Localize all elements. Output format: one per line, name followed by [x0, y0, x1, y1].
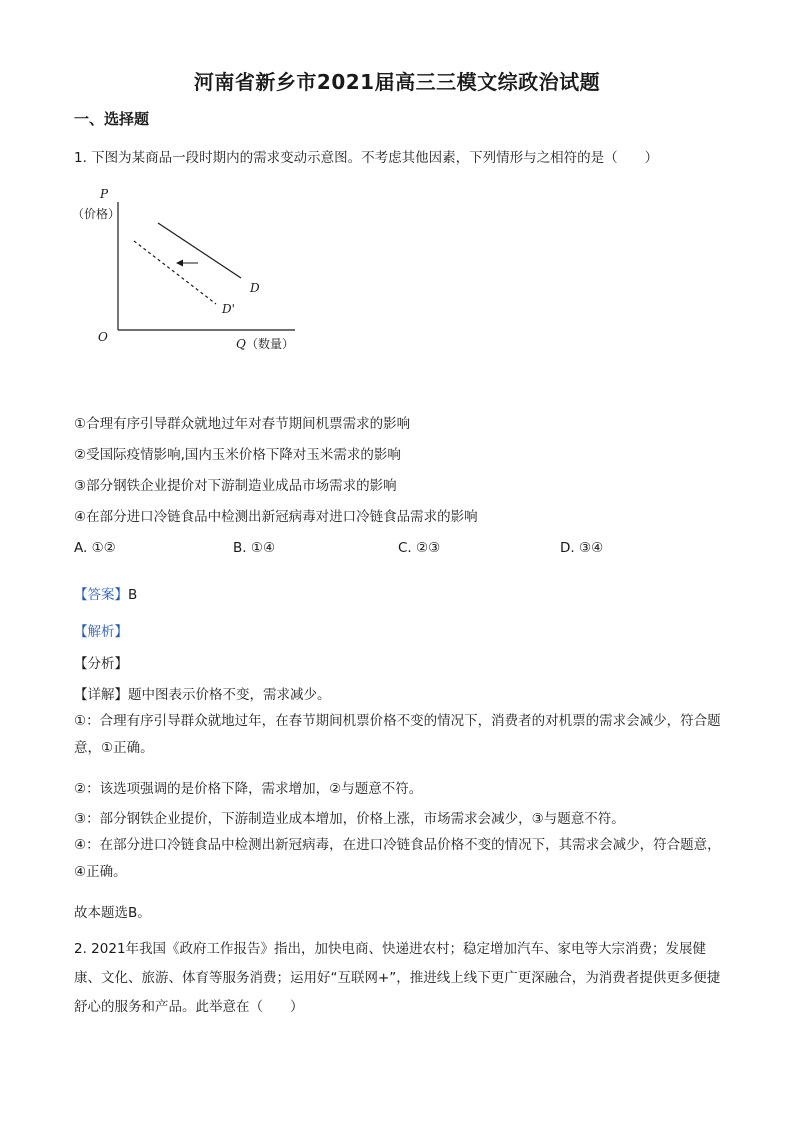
shift-arrow-head [176, 260, 183, 267]
detail-text: 题中图表示价格不变，需求减少。 [128, 687, 331, 703]
fenxi-tag: 【分析】 [74, 656, 128, 672]
curve-d-label: D [250, 281, 260, 295]
question-1-stem: 1. 下图为某商品一段时期内的需求变动示意图。不考虑其他因素，下列情形与之相符的是（ ） [74, 150, 659, 166]
section-heading: 一、选择题 [74, 110, 150, 128]
answer-line [74, 583, 137, 603]
origin-label: O [98, 330, 108, 344]
q1-item-3: ③部分钢铁企业提价对下游制造业成品市场需求的影响 [74, 478, 397, 494]
q1-item-4: ④在部分进口冷链食品中检测出新冠病毒对进口冷链食品需求的影响 [74, 509, 478, 525]
detail-tag: 【详解】 [74, 687, 128, 703]
explanation-1: ①：合理有序引导群众就地过年，在春节期间机票价格不变的情况下，消费者的对机票的需求会减少，符合题意，①正确。 [74, 713, 721, 756]
q1-item-2: ②受国际疫情影响,国内玉米价格下降对玉米需求的影响 [74, 447, 401, 463]
p-axis-unit: （价格） [72, 207, 121, 221]
explanation-4: ④：在部分进口冷链食品中检测出新冠病毒，在进口冷链食品价格不变的情况下，其需求会减少，符合题意，④正确。 [74, 837, 721, 880]
p-axis-label: P [100, 187, 109, 201]
explanation-2: ②：该选项强调的是价格下降，需求增加，②与题意不符。 [74, 781, 423, 797]
option-d: D. ③④ [560, 540, 604, 556]
q1-item-1: ①合理有序引导群众就地过年对春节期间机票需求的影响 [74, 416, 411, 432]
analysis-tag: 【解析】 [74, 624, 128, 640]
demand-graph-svg [70, 180, 310, 360]
option-b: B. ①④ [233, 540, 276, 556]
option-a: A. ①② [74, 540, 116, 556]
curve-d-prime-label: D' [222, 302, 235, 316]
question-2-stem: 2. 2021年我国《政府工作报告》指出，加快电商、快递进农村；稳定增加汽车、家电等大宗消费；发展健康、文化、旅游、体育等服务消费；运用好“互联网+”，推进线上线下更广更深融合，为消费者提供更多便捷舒心的服务和产品。此举意在（ ） [74, 941, 721, 1015]
detail-line [74, 683, 331, 703]
page-title: 河南省新乡市2021届高三三模文综政治试题 [193, 70, 601, 94]
answer-tag: 【答案】 [74, 587, 128, 603]
demand-curve-graph [70, 180, 310, 360]
demand-curve-d-prime [134, 241, 216, 304]
explanation-3: ③：部分钢铁企业提价，下游制造业成本增加，价格上涨，市场需求会减少，③与题意不符。 [74, 811, 625, 827]
option-c: C. ②③ [398, 540, 441, 556]
answer-value: B [128, 587, 138, 603]
conclusion: 故本题选B。 [74, 905, 151, 921]
q-axis-label: Q [236, 337, 246, 351]
q-axis-unit: （数量） [246, 337, 295, 351]
demand-curve-d [158, 223, 241, 278]
